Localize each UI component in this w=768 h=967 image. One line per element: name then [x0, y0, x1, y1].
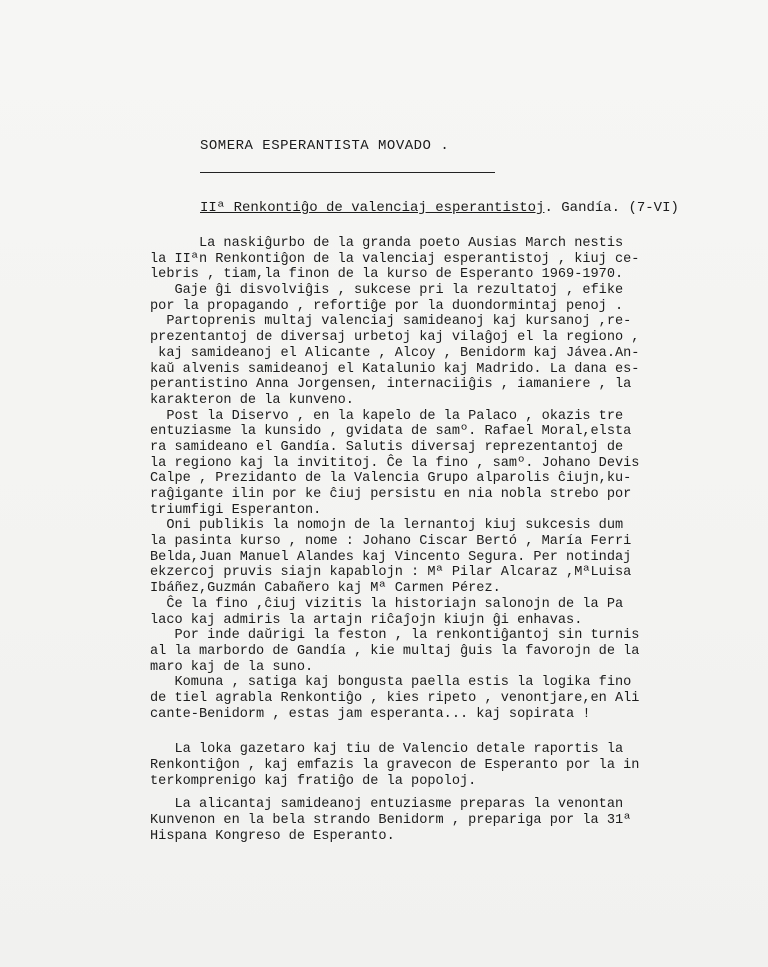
- text-line: Komuna , satiga kaj bongusta paella estis la logika fino: [150, 675, 632, 691]
- text-line: por la propagando , refortiĝe por la duondormintaj penoj .: [150, 298, 624, 314]
- heading-underline: [200, 172, 495, 173]
- text-line: la regiono kaj la invititoj. Ĉe la fino , samº. Johano Devis: [150, 455, 640, 471]
- text-line: karakteron de la kunveno.: [150, 392, 354, 408]
- text-line: raĝigante ilin por ke ĉiuj persistu en nia nobla strebo por: [150, 487, 632, 502]
- text-line: Gaje ĝi disvolviĝis , sukcese pri la rezultatoj , efike: [150, 283, 624, 299]
- body-text: [150, 236, 750, 844]
- text-line: ekzercoj pruvis siajn kapablojn : Mª Pilar Alcaraz ,MªLuisa: [150, 565, 632, 581]
- text-line: La loka gazetaro kaj tiu de Valencio detale raportis la: [150, 742, 624, 758]
- text-line: Ĉe la fino ,ĉiuj vizitis la historiajn salonojn de la Pa: [150, 596, 624, 612]
- text-line: kaj samideanoj el Alicante , Alcoy , Benidorm kaj Jávea.An-: [150, 345, 640, 361]
- paragraph-3: [150, 797, 750, 844]
- text-line: terkomprenigo kaj fratiĝo de la popoloj.: [150, 773, 477, 789]
- text-line: de tiel agrabla Renkontiĝo , kies ripeto , venontjare,en Ali: [150, 690, 640, 706]
- text-line: ra samideano el Gandía. Salutis diversaj reprezentantoj de: [150, 439, 624, 455]
- text-line: Oni publikis la nomojn de la lernantoj kiuj sukcesis dum: [150, 518, 624, 534]
- text-line: cante-Benidorm , estas jam esperanta... kaj sopirata !: [150, 706, 591, 722]
- text-line: kaŭ alvenis samideanoj el Katalunio kaj Madrido. La dana es-: [150, 361, 640, 377]
- text-line: Kunvenon en la bela strando Benidorm , prepariga por la 31ª: [150, 813, 632, 829]
- paragraph-2: [150, 742, 750, 789]
- text-line: Partoprenis multaj valenciaj samideanoj kaj kursanoj ,re-: [150, 314, 632, 330]
- text-line: Renkontiĝon , kaj emfazis la gravecon de Esperanto por la in: [150, 758, 640, 773]
- text-line: al la marbordo de Gandía , kie multaj ĝuis la favorojn de la: [150, 643, 640, 659]
- text-line: La alicantaj samideanoj entuziasme preparas la venontan: [150, 797, 624, 813]
- text-line: prezentantoj de diversaj urbetoj kaj vilaĝoj el la regiono ,: [150, 330, 640, 346]
- text-line: la IIªn Renkontiĝon de la valenciaj esperantistoj , kiuj ce-: [150, 251, 640, 267]
- subtitle-rest: . Gandía. (7-VI): [544, 200, 679, 216]
- text-line: perantistino Anna Jorgensen, internaciiĝis , iamaniere , la: [150, 377, 632, 393]
- text-line: Calpe , Prezidanto de la Valencia Grupo alparolis ĉiujn,ku-: [150, 471, 632, 487]
- document-heading: SOMERA ESPERANTISTA MOVADO .: [200, 138, 450, 154]
- text-line: lebris , tiam,la finon de la kurso de Esperanto 1969-1970.: [150, 267, 624, 283]
- text-line: entuziasme la kunsido , gvidata de samº. Rafael Moral,elsta: [150, 424, 632, 440]
- paragraph-1: [150, 236, 750, 722]
- document-subtitle: [200, 200, 679, 216]
- text-line: Hispana Kongreso de Esperanto.: [150, 828, 395, 844]
- text-line: Por inde daŭrigi la feston , la renkontiĝantoj sin turnis: [150, 628, 640, 644]
- text-line: maro kaj de la suno.: [150, 659, 314, 675]
- text-line: Ibáñez,Guzmán Cabañero kaj Mª Carmen Pérez.: [150, 581, 501, 597]
- text-line: triumfigi Esperanton.: [150, 502, 322, 518]
- text-line: la pasinta kurso , nome : Johano Ciscar Bertó , María Ferri: [150, 534, 632, 550]
- text-line: laco kaj admiris la artajn riĉaĵojn kiujn ĝi enhavas.: [150, 612, 583, 628]
- subtitle-underlined: IIª Renkontiĝo de valenciaj esperantistoj: [200, 200, 545, 216]
- text-line: Post la Diservo , en la kapelo de la Palaco , okazis tre: [150, 408, 624, 424]
- text-line: Belda,Juan Manuel Alandes kaj Vincento Segura. Per notindaj: [150, 549, 632, 565]
- text-line: La naskiĝurbo de la granda poeto Ausias March nestis: [150, 236, 624, 251]
